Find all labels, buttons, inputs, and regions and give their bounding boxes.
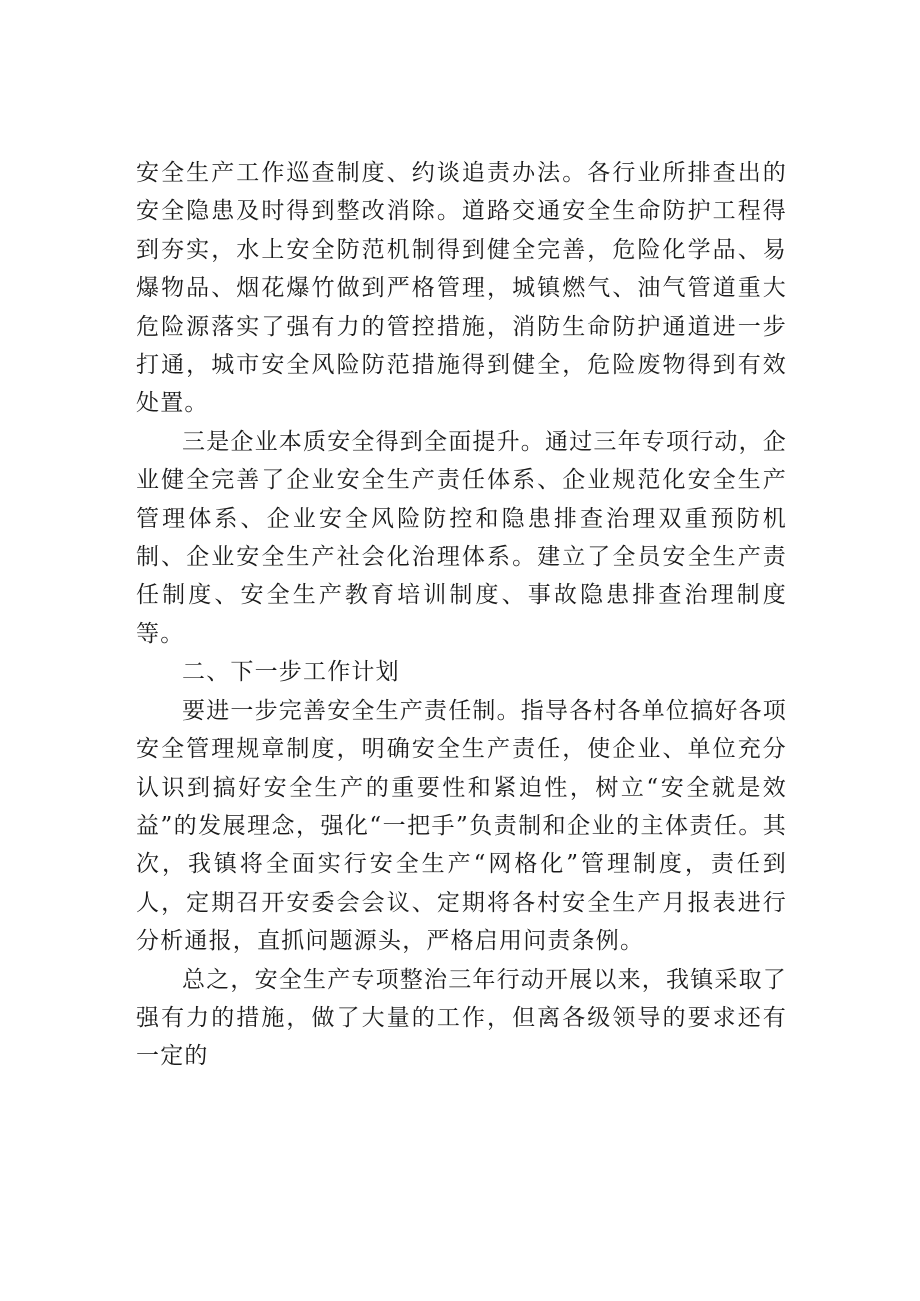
paragraph-enterprise-safety: 三是企业本质安全得到全面提升。通过三年专项行动，企业健全完善了企业安全生产责任体系、企业规范化安全生产管理体系、企业安全风险防控和隐患排查治理双重预防机制、企业安全生产社会化治理体系。建立了全员安全生产责任制度、安全生产教育培训制度、事故隐患排查治理制度等。 — [136, 428, 787, 647]
paragraph-continued: 安全生产工作巡查制度、约谈追责办法。各行业所排查出的安全隐患及时得到整改消除。道路交通安全生命防护工程得到夯实，水上安全防范机制得到健全完善，危险化学品、易爆物品、烟花爆竹做到严格管理，城镇燃气、油气管道重大危险源落实了强有力的管控措施，消防生命防护通道进一步打通，城市安全风险防范措施得到健全，危险废物得到有效处置。 — [136, 160, 787, 417]
document-body — [136, 154, 787, 1076]
paragraph-responsibility-system: 要进一步完善安全生产责任制。指导各村各单位搞好各项安全管理规章制度，明确安全生产责任，使企业、单位充分认识到搞好安全生产的重要性和紧迫性，树立“安全就是效益”的发展理念，强化“一把手”负责制和企业的主体责任。其次，我镇将全面实行安全生产“网格化”管理制度，责任到人，定期召开安委会会议、定期将各村安全生产月报表进行分析通报，直抓问题源头，严格启用问责条例。 — [136, 697, 787, 955]
paragraph-summary: 总之，安全生产专项整治三年行动开展以来，我镇采取了强有力的措施，做了大量的工作，但离各级领导的要求还有一定的 — [136, 966, 787, 1070]
section-heading-next-steps: 二、下一步工作计划 — [182, 659, 400, 686]
